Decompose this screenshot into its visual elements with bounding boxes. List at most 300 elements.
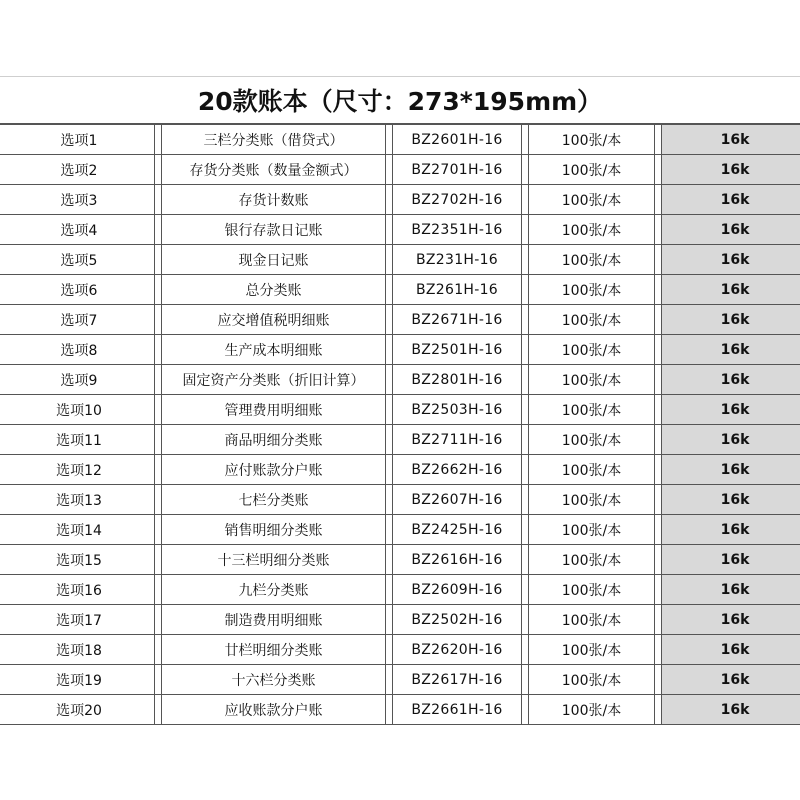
quantity-cell	[529, 215, 655, 245]
product-code-cell	[393, 215, 522, 245]
product-code-cell-text: BZ2351H-16	[411, 221, 503, 238]
ledger-name-cell-text: 存货分类账（数量金额式）	[189, 162, 358, 179]
ledger-name-cell-text: 九栏分类账	[238, 582, 309, 599]
table-row	[0, 305, 800, 335]
quantity-cell	[529, 545, 655, 575]
product-code-cell-text: BZ2601H-16	[411, 131, 503, 148]
quantity-cell-text: 100张/本	[561, 252, 622, 269]
option-cell-text: 选项1	[60, 132, 98, 149]
ledger-name-cell	[162, 545, 386, 575]
column-divider	[155, 635, 162, 665]
size-cell	[662, 305, 800, 335]
ledger-name-cell	[162, 305, 386, 335]
option-cell-text: 选项10	[56, 402, 102, 419]
column-divider	[655, 305, 662, 335]
column-divider	[655, 185, 662, 215]
column-divider	[655, 365, 662, 395]
product-code-cell-text: BZ2701H-16	[411, 161, 503, 178]
ledger-name-cell-text: 三栏分类账（借贷式）	[203, 132, 344, 149]
column-divider	[655, 485, 662, 515]
ledger-name-cell	[162, 215, 386, 245]
product-code-cell	[393, 245, 522, 275]
quantity-cell	[529, 395, 655, 425]
size-cell	[662, 365, 800, 395]
table-row	[0, 215, 800, 245]
column-divider	[386, 305, 393, 335]
quantity-cell	[529, 515, 655, 545]
quantity-cell	[529, 635, 655, 665]
size-cell-text: 16k	[720, 461, 750, 478]
quantity-cell-text: 100张/本	[561, 132, 622, 149]
column-divider	[522, 215, 529, 245]
option-cell	[0, 545, 155, 575]
size-cell	[662, 485, 800, 515]
size-cell-text: 16k	[720, 551, 750, 568]
table-row	[0, 695, 800, 725]
option-cell	[0, 695, 155, 725]
option-cell-text: 选项11	[56, 432, 102, 449]
size-cell	[662, 545, 800, 575]
product-code-cell-text: BZ2616H-16	[411, 551, 503, 568]
product-code-cell	[393, 635, 522, 665]
size-cell-text: 16k	[720, 581, 750, 598]
size-cell	[662, 125, 800, 155]
option-cell	[0, 125, 155, 155]
column-divider	[386, 635, 393, 665]
table-row	[0, 575, 800, 605]
ledger-name-cell	[162, 695, 386, 725]
ledger-name-cell	[162, 335, 386, 365]
column-divider	[155, 155, 162, 185]
column-divider	[386, 575, 393, 605]
column-divider	[522, 575, 529, 605]
product-code-cell	[393, 695, 522, 725]
option-cell-text: 选项4	[60, 222, 98, 239]
option-cell	[0, 275, 155, 305]
product-code-cell-text: BZ2620H-16	[411, 641, 503, 658]
column-divider	[386, 485, 393, 515]
column-divider	[655, 215, 662, 245]
option-cell	[0, 485, 155, 515]
product-code-cell-text: BZ2662H-16	[411, 461, 503, 478]
column-divider	[655, 275, 662, 305]
option-cell-text: 选项18	[56, 642, 102, 659]
column-divider	[522, 545, 529, 575]
ledger-sheet	[0, 76, 800, 725]
column-divider	[522, 695, 529, 725]
column-divider	[386, 365, 393, 395]
column-divider	[522, 155, 529, 185]
ledger-name-cell-text: 管理费用明细账	[224, 402, 323, 419]
ledger-name-cell	[162, 425, 386, 455]
product-code-cell-text: BZ2671H-16	[411, 311, 503, 328]
option-cell	[0, 455, 155, 485]
quantity-cell	[529, 185, 655, 215]
ledger-name-cell	[162, 575, 386, 605]
product-code-cell	[393, 275, 522, 305]
quantity-cell-text: 100张/本	[561, 372, 622, 389]
quantity-cell-text: 100张/本	[561, 192, 622, 209]
column-divider	[655, 155, 662, 185]
column-divider	[155, 455, 162, 485]
product-code-cell-text: BZ261H-16	[415, 281, 498, 298]
column-divider	[155, 185, 162, 215]
quantity-cell	[529, 125, 655, 155]
quantity-cell-text: 100张/本	[561, 612, 622, 629]
size-cell	[662, 665, 800, 695]
size-cell	[662, 695, 800, 725]
option-cell-text: 选项12	[56, 462, 102, 479]
size-cell-text: 16k	[720, 131, 750, 148]
size-cell	[662, 425, 800, 455]
quantity-cell-text: 100张/本	[561, 582, 622, 599]
column-divider	[522, 665, 529, 695]
size-cell-text: 16k	[720, 281, 750, 298]
table-row	[0, 185, 800, 215]
column-divider	[386, 245, 393, 275]
table-row	[0, 515, 800, 545]
option-cell	[0, 605, 155, 635]
quantity-cell	[529, 305, 655, 335]
option-cell	[0, 365, 155, 395]
quantity-cell	[529, 575, 655, 605]
quantity-cell-text: 100张/本	[561, 672, 622, 689]
ledger-name-cell	[162, 395, 386, 425]
column-divider	[386, 275, 393, 305]
option-cell	[0, 155, 155, 185]
product-code-cell	[393, 335, 522, 365]
size-cell-text: 16k	[720, 311, 750, 328]
ledger-name-cell	[162, 665, 386, 695]
ledger-name-cell-text: 制造费用明细账	[224, 612, 323, 629]
product-code-cell	[393, 575, 522, 605]
table-row	[0, 245, 800, 275]
quantity-cell-text: 100张/本	[561, 462, 622, 479]
column-divider	[155, 575, 162, 605]
column-divider	[386, 545, 393, 575]
column-divider	[386, 425, 393, 455]
option-cell-text: 选项16	[56, 582, 102, 599]
option-cell-text: 选项19	[56, 672, 102, 689]
size-cell	[662, 395, 800, 425]
quantity-cell	[529, 365, 655, 395]
column-divider	[155, 215, 162, 245]
quantity-cell	[529, 605, 655, 635]
column-divider	[655, 335, 662, 365]
option-cell	[0, 425, 155, 455]
product-code-cell	[393, 425, 522, 455]
column-divider	[155, 425, 162, 455]
ledger-name-cell	[162, 275, 386, 305]
product-code-cell	[393, 455, 522, 485]
size-cell-text: 16k	[720, 371, 750, 388]
column-divider	[655, 395, 662, 425]
option-cell	[0, 335, 155, 365]
ledger-name-cell-text: 应交增值税明细账	[217, 312, 330, 329]
option-cell	[0, 395, 155, 425]
column-divider	[155, 395, 162, 425]
table-row	[0, 545, 800, 575]
column-divider	[655, 125, 662, 155]
product-code-cell-text: BZ2607H-16	[411, 491, 503, 508]
ledger-name-cell	[162, 185, 386, 215]
column-divider	[522, 395, 529, 425]
column-divider	[386, 695, 393, 725]
table-row	[0, 365, 800, 395]
quantity-cell	[529, 485, 655, 515]
column-divider	[522, 515, 529, 545]
option-cell-text: 选项7	[60, 312, 98, 329]
column-divider	[155, 545, 162, 575]
ledger-name-cell	[162, 245, 386, 275]
product-code-cell	[393, 305, 522, 335]
ledger-name-cell	[162, 515, 386, 545]
column-divider	[655, 455, 662, 485]
product-code-cell-text: BZ2502H-16	[411, 611, 503, 628]
size-cell	[662, 635, 800, 665]
column-divider	[522, 245, 529, 275]
table-row	[0, 335, 800, 365]
size-cell	[662, 335, 800, 365]
option-cell	[0, 245, 155, 275]
size-cell	[662, 575, 800, 605]
product-code-cell-text: BZ2711H-16	[411, 431, 503, 448]
size-cell-text: 16k	[720, 641, 750, 658]
option-cell-text: 选项2	[60, 162, 98, 179]
column-divider	[386, 605, 393, 635]
column-divider	[522, 275, 529, 305]
product-code-cell	[393, 605, 522, 635]
quantity-cell-text: 100张/本	[561, 162, 622, 179]
column-divider	[655, 575, 662, 605]
product-code-cell-text: BZ231H-16	[415, 251, 498, 268]
table-row	[0, 485, 800, 515]
size-cell-text: 16k	[720, 191, 750, 208]
column-divider	[522, 185, 529, 215]
option-cell	[0, 185, 155, 215]
ledger-name-cell-text: 十六栏分类账	[231, 672, 316, 689]
size-cell-text: 16k	[720, 161, 750, 178]
option-cell-text: 选项6	[60, 282, 98, 299]
column-divider	[655, 245, 662, 275]
size-cell-text: 16k	[720, 251, 750, 268]
column-divider	[655, 545, 662, 575]
ledger-table	[0, 124, 800, 725]
product-code-cell-text: BZ2503H-16	[411, 401, 503, 418]
column-divider	[522, 485, 529, 515]
product-code-cell	[393, 155, 522, 185]
ledger-name-cell-text: 生产成本明细账	[224, 342, 323, 359]
column-divider	[155, 335, 162, 365]
column-divider	[522, 605, 529, 635]
size-cell-text: 16k	[720, 701, 750, 718]
table-row	[0, 605, 800, 635]
ledger-table-body	[0, 125, 800, 725]
column-divider	[155, 275, 162, 305]
ledger-name-cell	[162, 155, 386, 185]
option-cell-text: 选项13	[56, 492, 102, 509]
column-divider	[155, 365, 162, 395]
ledger-name-cell	[162, 455, 386, 485]
option-cell-text: 选项9	[60, 372, 98, 389]
quantity-cell	[529, 695, 655, 725]
column-divider	[522, 305, 529, 335]
column-divider	[522, 635, 529, 665]
ledger-name-cell	[162, 485, 386, 515]
ledger-name-cell-text: 商品明细分类账	[224, 432, 323, 449]
column-divider	[655, 665, 662, 695]
table-row	[0, 275, 800, 305]
table-row	[0, 155, 800, 185]
column-divider	[522, 455, 529, 485]
option-cell-text: 选项14	[56, 522, 102, 539]
ledger-name-cell-text: 七栏分类账	[238, 492, 309, 509]
product-code-cell-text: BZ2801H-16	[411, 371, 503, 388]
ledger-name-cell	[162, 635, 386, 665]
ledger-name-cell-text: 廿栏明细分类账	[224, 642, 323, 659]
column-divider	[522, 365, 529, 395]
size-cell	[662, 455, 800, 485]
quantity-cell	[529, 665, 655, 695]
quantity-cell-text: 100张/本	[561, 522, 622, 539]
quantity-cell-text: 100张/本	[561, 552, 622, 569]
column-divider	[155, 245, 162, 275]
column-divider	[155, 605, 162, 635]
column-divider	[386, 185, 393, 215]
product-code-cell-text: BZ2702H-16	[411, 191, 503, 208]
ledger-name-cell	[162, 605, 386, 635]
size-cell	[662, 215, 800, 245]
option-cell	[0, 665, 155, 695]
column-divider	[655, 605, 662, 635]
size-cell-text: 16k	[720, 341, 750, 358]
quantity-cell-text: 100张/本	[561, 312, 622, 329]
size-cell	[662, 605, 800, 635]
option-cell	[0, 635, 155, 665]
quantity-cell-text: 100张/本	[561, 402, 622, 419]
column-divider	[386, 155, 393, 185]
table-row	[0, 125, 800, 155]
quantity-cell-text: 100张/本	[561, 492, 622, 509]
column-divider	[386, 395, 393, 425]
quantity-cell	[529, 425, 655, 455]
column-divider	[155, 305, 162, 335]
column-divider	[155, 125, 162, 155]
product-code-cell	[393, 125, 522, 155]
title-row	[0, 76, 800, 124]
ledger-name-cell-text: 现金日记账	[238, 252, 309, 269]
option-cell	[0, 305, 155, 335]
column-divider	[386, 125, 393, 155]
quantity-cell	[529, 245, 655, 275]
column-divider	[155, 695, 162, 725]
size-cell-text: 16k	[720, 671, 750, 688]
product-code-cell	[393, 395, 522, 425]
column-divider	[522, 425, 529, 455]
size-cell	[662, 515, 800, 545]
quantity-cell-text: 100张/本	[561, 282, 622, 299]
size-cell	[662, 275, 800, 305]
product-code-cell	[393, 665, 522, 695]
size-cell-text: 16k	[720, 431, 750, 448]
column-divider	[386, 335, 393, 365]
quantity-cell	[529, 155, 655, 185]
option-cell-text: 选项20	[56, 702, 102, 719]
quantity-cell-text: 100张/本	[561, 222, 622, 239]
table-row	[0, 425, 800, 455]
ledger-name-cell-text: 固定资产分类账（折旧计算）	[182, 372, 365, 389]
option-cell	[0, 575, 155, 605]
table-row	[0, 395, 800, 425]
column-divider	[522, 335, 529, 365]
column-divider	[386, 665, 393, 695]
product-code-cell	[393, 365, 522, 395]
quantity-cell-text: 100张/本	[561, 432, 622, 449]
column-divider	[155, 665, 162, 695]
quantity-cell-text: 100张/本	[561, 342, 622, 359]
product-code-cell	[393, 485, 522, 515]
quantity-cell-text: 100张/本	[561, 702, 622, 719]
option-cell-text: 选项3	[60, 192, 98, 209]
product-code-cell	[393, 545, 522, 575]
option-cell-text: 选项17	[56, 612, 102, 629]
option-cell	[0, 215, 155, 245]
quantity-cell-text: 100张/本	[561, 642, 622, 659]
size-cell	[662, 155, 800, 185]
table-row	[0, 635, 800, 665]
size-cell	[662, 245, 800, 275]
size-cell-text: 16k	[720, 491, 750, 508]
column-divider	[386, 455, 393, 485]
quantity-cell	[529, 275, 655, 305]
table-row	[0, 455, 800, 485]
column-divider	[386, 215, 393, 245]
ledger-name-cell-text: 应付账款分户账	[224, 462, 323, 479]
size-cell-text: 16k	[720, 401, 750, 418]
option-cell	[0, 515, 155, 545]
ledger-name-cell-text: 存货计数账	[238, 192, 309, 209]
table-row	[0, 665, 800, 695]
product-code-cell	[393, 185, 522, 215]
column-divider	[655, 695, 662, 725]
column-divider	[155, 515, 162, 545]
product-code-cell	[393, 515, 522, 545]
product-code-cell-text: BZ2661H-16	[411, 701, 503, 718]
column-divider	[155, 485, 162, 515]
column-divider	[655, 425, 662, 455]
ledger-name-cell-text: 销售明细分类账	[224, 522, 323, 539]
size-cell-text: 16k	[720, 521, 750, 538]
size-cell-text: 16k	[720, 611, 750, 628]
ledger-name-cell-text: 银行存款日记账	[224, 222, 323, 239]
ledger-name-cell	[162, 125, 386, 155]
ledger-name-cell-text: 总分类账	[245, 282, 302, 299]
column-divider	[655, 515, 662, 545]
product-code-cell-text: BZ2425H-16	[411, 521, 503, 538]
quantity-cell	[529, 335, 655, 365]
column-divider	[386, 515, 393, 545]
option-cell-text: 选项15	[56, 552, 102, 569]
ledger-name-cell-text: 十三栏明细分类账	[217, 552, 330, 569]
size-cell-text: 16k	[720, 221, 750, 238]
option-cell-text: 选项5	[60, 252, 98, 269]
ledger-name-cell	[162, 365, 386, 395]
column-divider	[522, 125, 529, 155]
ledger-name-cell-text: 应收账款分户账	[224, 702, 323, 719]
product-code-cell-text: BZ2501H-16	[411, 341, 503, 358]
product-code-cell-text: BZ2609H-16	[411, 581, 503, 598]
option-cell-text: 选项8	[60, 342, 98, 359]
